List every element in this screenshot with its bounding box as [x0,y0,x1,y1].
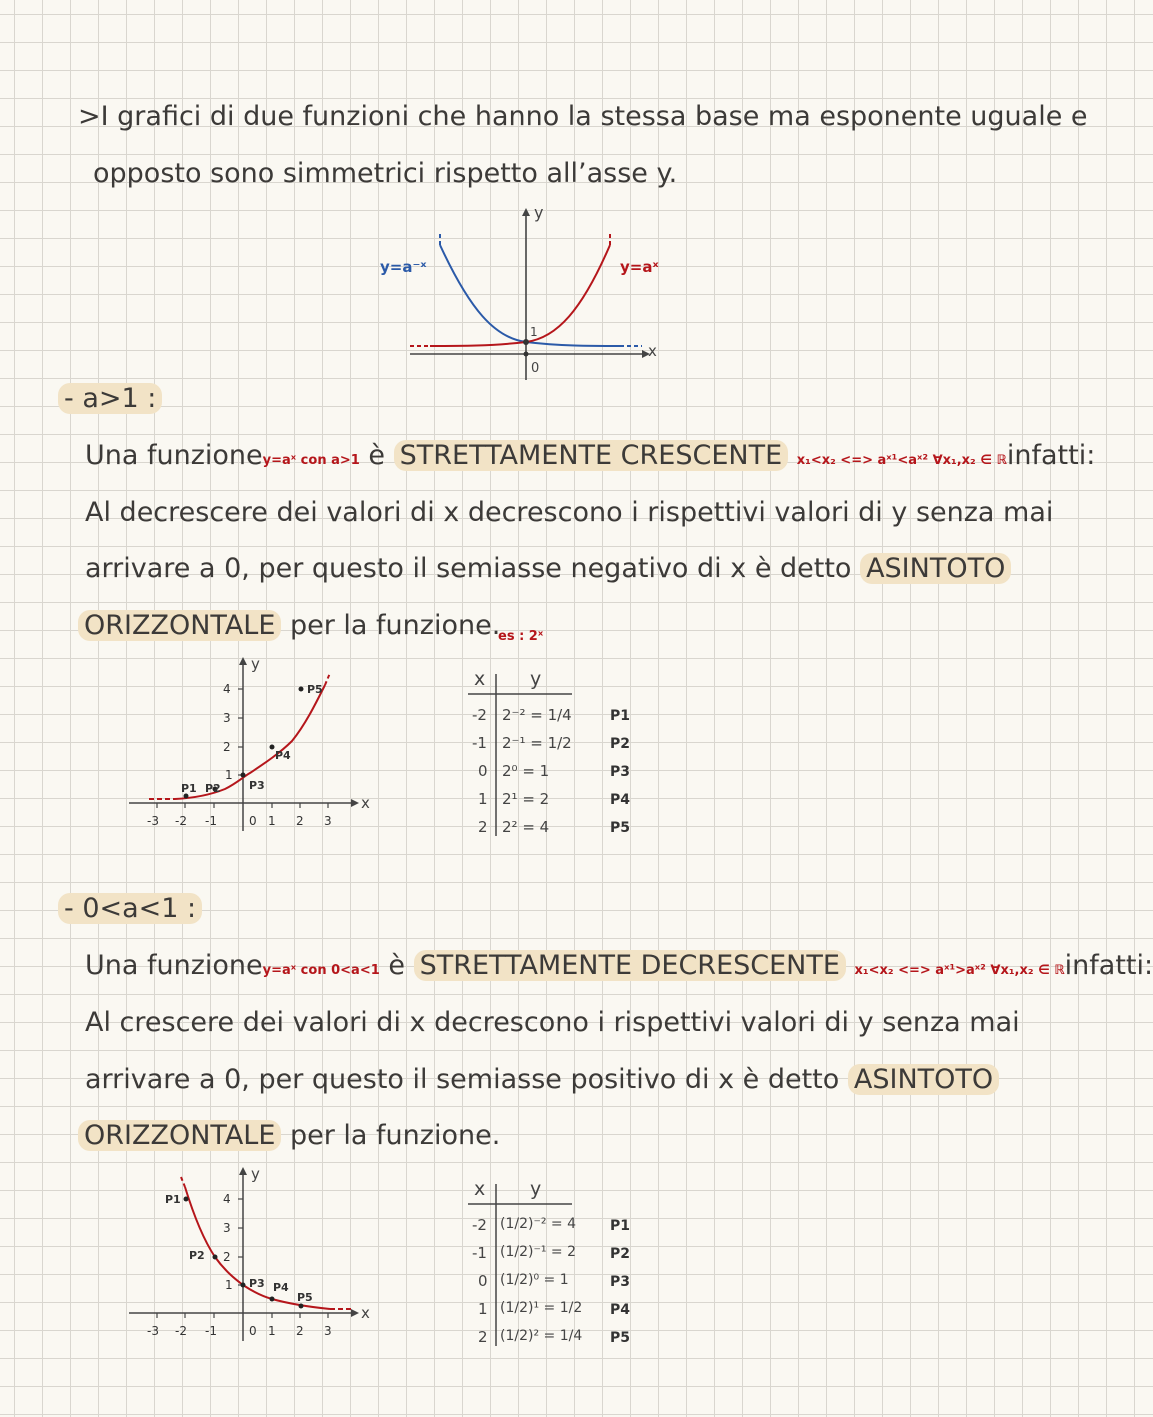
case2-formula: y=aˣ con 0<a<1 [262,963,380,978]
case2-graph [125,1165,385,1355]
svg-text:2: 2 [223,1250,231,1264]
case2-table-lines [466,1180,576,1350]
svg-text:x: x [361,1304,370,1322]
svg-text:3: 3 [324,1324,332,1338]
graph1-one: 1 [530,325,538,339]
intro-line-1: >I grafici di due funzioni che hanno la stessa base ma esponente uguale e [78,101,1088,132]
svg-text:P5: P5 [307,683,323,696]
case1-table-lines [466,670,576,840]
case1-line-1: Una funzioney=aˣ con a>1 è STRETTAMENTE CRESCENTE x₁<x₂ <=> aˣ¹<aˣ² ∀x₁,x₂ ∈ ℝinfatti: [85,440,1096,471]
svg-text:2: 2 [296,1324,304,1338]
svg-text:y: y [251,1165,260,1183]
point-p5 [299,687,304,692]
point-q4 [270,1297,275,1302]
svg-text:-2: -2 [175,1324,187,1338]
svg-text:P1: P1 [165,1193,181,1206]
svg-text:3: 3 [324,814,332,828]
case1-line-4: ORIZZONTALE per la funzione. [78,609,500,643]
svg-text:0: 0 [249,814,257,828]
svg-text:-1: -1 [205,1324,217,1338]
case1-line-3: arrivare a 0, per questo il semiasse negativo di x è detto ASINTOTO [85,552,1011,586]
svg-text:-3: -3 [147,1324,159,1338]
label-a-minus-x: y=a⁻ˣ [380,258,427,276]
intro-line-2: opposto sono simmetrici rispetto all’asse y. [93,158,678,189]
svg-text:-1: -1 [205,814,217,828]
point-q5 [299,1304,304,1309]
case2-line-2: Al crescere dei valori di x decrescono i rispettivi valori di y senza mai [85,1007,1020,1038]
point-q3 [241,1283,246,1288]
svg-text:1: 1 [268,814,276,828]
case2-condition: x₁<x₂ <=> aˣ¹>aˣ² ∀x₁,x₂ ∈ ℝ [854,963,1065,978]
svg-text:P5: P5 [297,1291,313,1304]
svg-text:1: 1 [268,1324,276,1338]
svg-text:P3: P3 [249,1277,265,1290]
case1-example: es : 2ˣ [498,629,544,644]
svg-text:3: 3 [223,711,231,725]
case2-line-4: ORIZZONTALE per la funzione. [78,1119,500,1153]
point-q2 [213,1255,218,1260]
case2-heading: - 0<a<1 : [58,892,202,926]
case1-condition: x₁<x₂ <=> aˣ¹<aˣ² ∀x₁,x₂ ∈ ℝ [796,453,1007,468]
svg-text:4: 4 [223,1192,231,1206]
svg-text:P4: P4 [275,749,291,762]
svg-text:-2: -2 [175,814,187,828]
svg-text:P4: P4 [273,1281,289,1294]
svg-text:P3: P3 [249,779,265,792]
point-q1 [184,1197,189,1202]
case1-formula: y=aˣ con a>1 [262,453,360,468]
svg-text:P1: P1 [181,782,197,795]
label-a-x: y=aˣ [620,258,659,276]
case1-line-2: Al decrescere dei valori di x decrescono i rispettivi valori di y senza mai [85,497,1054,528]
symmetry-graph [380,200,680,390]
graph1-y-label: y [534,203,544,222]
case1-highlight: STRETTAMENTE CRESCENTE [394,440,789,471]
svg-text:y: y [251,655,260,673]
svg-text:2: 2 [223,740,231,754]
case1-graph [125,655,385,845]
graph1-x-label: x [648,342,657,360]
graph1-origin: 0 [531,361,540,376]
case2-highlight: STRETTAMENTE DECRESCENTE [414,950,846,981]
case1-heading: - a>1 : [58,382,162,416]
svg-text:P2: P2 [189,1249,205,1262]
svg-text:2: 2 [296,814,304,828]
case2-line-3: arrivare a 0, per questo il semiasse positivo di x è detto ASINTOTO [85,1063,999,1097]
svg-text:0: 0 [249,1324,257,1338]
case2-line-1: Una funzioney=aˣ con 0<a<1 è STRETTAMENTE DECRESCENTE x₁<x₂ <=> aˣ¹>aˣ² ∀x₁,x₂ ∈ ℝinfatti: [85,950,1153,981]
curve-a-x [430,245,610,346]
svg-text:P2: P2 [205,782,221,795]
svg-text:-3: -3 [147,814,159,828]
svg-text:4: 4 [223,682,231,696]
svg-text:1: 1 [225,768,233,782]
svg-text:x: x [361,794,370,812]
point-p4 [270,745,275,750]
svg-text:3: 3 [223,1221,231,1235]
point-p3 [241,773,246,778]
svg-text:1: 1 [225,1278,233,1292]
